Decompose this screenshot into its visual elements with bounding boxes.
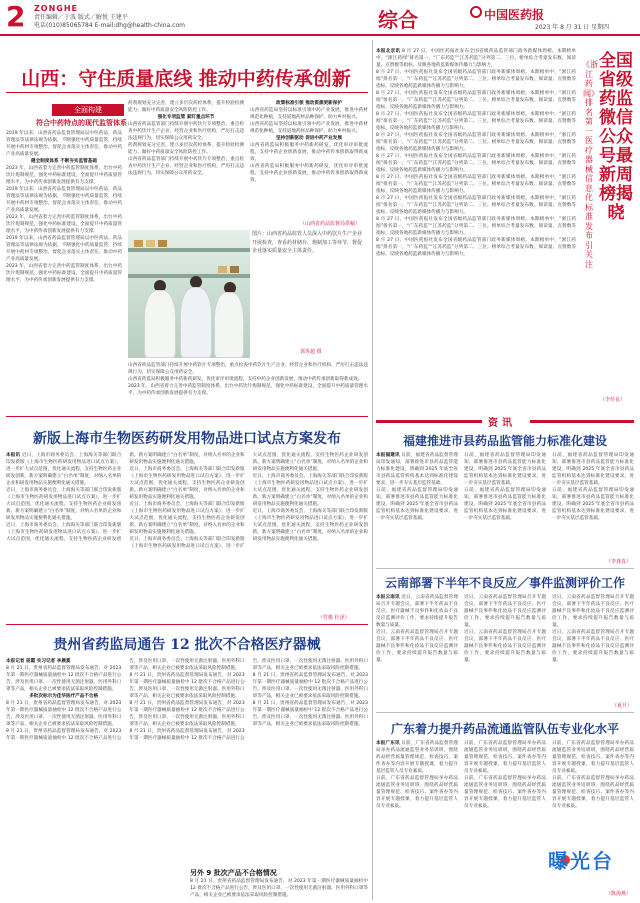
lead-source: （山西省药品监督局供稿） <box>300 221 361 227</box>
fujian-source: （李龚真） <box>606 559 632 565</box>
lead-column-2 <box>128 100 244 226</box>
section-divider <box>6 624 368 625</box>
brand-name: 中国医药报 <box>484 8 545 22</box>
lead-para: 山西省药监局积极服务中药新药研发，优化审评审批流程，支持中药企业创新发展，推动中药传承创新取得新成效。 <box>250 164 368 183</box>
lead-para: 山西省药监局坚持以标准引领中药产业发展，推进中药材规范化种植，支持道地药材品种保护，助力乡村振兴。 <box>250 122 368 134</box>
photo-caption: 图片：山西省药品监管人员深入中药饮片生产企业开展检查，查看药材储存、炮制加工等环节，督促企业落实质量安全主体责任。 <box>252 231 363 254</box>
article-para: 8 月 27 日，中国医药报社发布全国省级药品监管部门政务新媒体周榜。本期榜单中，“浙江药闻”排名第一，“广东药监”“江苏药监”分列第二、三位。榜单综合考量发布数、阅读量、点赞数等指标，反映各地药监新媒体传播力与影响力。 <box>376 112 576 131</box>
editors-line: 责任编辑／于波 版式／解悦 王建平 <box>34 14 128 21</box>
lead-photo <box>128 230 250 358</box>
article-para: 日前，福建省药品监督管理局印发通知，部署推进市县药品监管能力标准化建设，明确到 2025 年底全省市县药品监管机构基本达到标准化建设要求，进一步夯实基层监管基础。 <box>376 453 458 486</box>
article-para: 近日，云南省药品监督管理局召开专题会议，部署下半年药品不良反应、医疗器械不良事件和化妆品不良反应监测评价工作，要求持续提升报告数量与质量。 <box>464 595 546 628</box>
article-para: 日前，福建省药品监督管理局印发通知，部署推进市县药品监管能力标准化建设，明确到 2025 年底全省市县药品监管机构基本达到标准化建设要求，进一步夯实基层监管基础。 <box>552 453 634 486</box>
article-para: 近日，上海市商务委员会、上海海关等部门联合印发新版《上海市生物医药研发用物品进口试点方案》，进一步扩大试点范围，优化通关流程，支持生物医药企业研发创新。新方案明确建立“白名单”制度，对纳入名单的企业和研发用物品实施便利化通关措施。 <box>252 474 368 507</box>
right-lead-source: （李佳良） <box>600 397 626 403</box>
lead-para: 山西省药监局坚持以标准引领中药产业发展，推进中药材规范化种植，支持道地药材品种保护，助力乡村振兴。 <box>250 108 368 120</box>
article-para: 8 月 21 日，贵州省药品监督管理局发布通告，对 2023 年第一期医疗器械质量抽检中 12 批次不合格产品进行公告，涉及医用口罩、一次性使用无菌注射器、医用外科口罩等产品，相关企业已被要求依法采取风险控制措施。 <box>252 701 368 727</box>
lead-para: 山西省药品监管部门持续开展中药饮片专项整治，重点检查中药饮片生产企业、经营企业和医疗机构，严厉打击违法违规行为，切实保障公众用药安全。 <box>128 157 244 176</box>
photo-box <box>218 266 227 273</box>
shanghai-headline: 新版上海市生物医药研发用物品进口试点方案发布 <box>33 431 341 447</box>
article-para: 日前，福建省药品监督管理局印发通知，部署推进市县药品监管能力标准化建设，明确到 2025 年底全省市县药品监管机构基本达到标准化建设要求，进一步夯实基层监管基础。 <box>464 453 546 486</box>
photo-box <box>146 240 155 247</box>
article-para: 日前，广东省药品监督管理局举办药品流通监管业务培训班，围绕药品经营质量管理规范、检查技巧、案件查办等内容开展专题授课，着力提升基层监管人员专业素质。 <box>464 776 546 809</box>
section-en: ZONGHE <box>34 4 79 13</box>
article-para: 8 月 21 日，贵州省药品监督管理局发布通告，对 2023 年第一期医疗器械质量抽检中 12 批次不合格产品进行公告，涉及医用口罩、一次性使用无菌注射器、医用外科口罩等产品，相关企业已被要求依法采取风险控制措施。 <box>129 659 368 741</box>
article-para: 近日，上海市商务委员会、上海海关等部门联合印发新版《上海市生物医药研发用物品进口试点方案》，进一步扩大试点范围，优化通关流程，支持生物医药企业研发创新。新方案明确建立“白名单”制度，对纳入名单的企业和研发用物品实施便利化通关措施。 <box>129 502 245 535</box>
issue-date: 2023 年 8 月 31 日 星期四 <box>535 24 610 31</box>
photo-person <box>180 287 212 358</box>
photo-shelf <box>128 248 250 252</box>
lead-kicker-sub: 符合中药特点的现代监管体系 <box>36 119 127 127</box>
article-para: 日前，广东省药品监督管理局举办药品流通监管业务培训班，围绕药品经营质量管理规范、检查技巧、案件查办等内容开展专题授课，着力提升基层监管人员专业素质。 <box>552 741 634 774</box>
byline: 本报北京讯 <box>376 49 401 54</box>
article-para: 8 月 21 日，贵州省药品监督管理局发布通告，对 2023 年第一期医疗器械质量抽检中 12 批次不合格产品进行公告，涉及医用口罩、一次性使用无菌注射器、医用外科口罩等产品，相关企业已被要求依法采取风险控制措施。 <box>6 659 245 741</box>
byline: 本报记者 屈霞 实习记者 李晨夏 <box>6 659 71 664</box>
yunnan-text <box>376 594 634 706</box>
lead-para: 2023 年，山西省着力完善中药监管制度体系，出台中药饮片炮制规范，强化中药标准建设，全面提升中药质量管理水平，为中药传承创新发展提供有力支撑。 <box>6 215 122 234</box>
photo-person <box>144 290 176 358</box>
guangdong-text <box>376 740 634 844</box>
editors-info <box>34 14 185 30</box>
article-para: 近日，上海市商务委员会、上海海关等部门联合印发新版《上海市生物医药研发用物品进口试点方案》，进一步扩大试点范围，优化通关流程，支持生物医药企业研发创新。新方案明确建立“白名单”制度，对纳入名单的企业和研发用物品实施便利化通关措施。 <box>252 509 368 542</box>
right-vertical-subtitle: 《浙江药闻》排名第一 医疗器械信息化标准发布引关注 <box>582 60 598 269</box>
lead-column-bottom <box>128 362 368 410</box>
section-divider <box>376 568 634 569</box>
photo-person <box>214 292 244 358</box>
lead-para: 药剂规划充分完善，建立多层次药检体系，提升检验检测能力，做好中药质量安全风险防控工作。 <box>128 101 244 113</box>
page-number: 2 <box>6 0 26 33</box>
guizhou-text-tail <box>190 878 368 900</box>
brand-logo-icon <box>470 6 482 18</box>
guizhou-subhead-2: 另外 9 批次产品不合格情况 <box>190 869 277 877</box>
article-para: 8 月 27 日，中国医药报社发布全国省级药品监管部门政务新媒体周榜。本期榜单中，“浙江药闻”排名第一，“广东药监”“江苏药监”分列第二、三位。榜单综合考量发布数、阅读量、点赞数等指标，反映各地药监新媒体传播力与影响力。 <box>376 70 576 89</box>
lead-para: 山西省药监局积极服务中药新药研发，优化审评审批流程，支持中药企业创新发展，推动中药传承创新取得新成效。 <box>128 377 363 382</box>
article-para: 8 月 27 日，中国医药报社发布全国省级药品监管部门政务新媒体周榜。本期榜单中，“浙江药闻”排名第一，“广东药监”“江苏药监”分列第二、三位。榜单综合考量发布数、阅读量、点赞数等指标，反映各地药监新媒体传播力与影响力。 <box>376 238 576 257</box>
guizhou-subhead-1: 多批次标示为佳华医疗产品不合格 <box>29 694 99 699</box>
article-para: 8 月 21 日，贵州省药品监督管理局发布通告，对 2023 年第一期医疗器械质量抽检中 12 批次不合格产品进行公告，涉及医用口罩、一次性使用无菌注射器、医用外科口罩等产品，相关企业已被要求依法采取风险控制措施。 <box>129 701 245 727</box>
lead-para: 2023 年，山西省着力完善中药监管制度体系，出台中药饮片炮制规范，强化中药标准建设，全面提升中药质量管理水平，为中药传承创新发展提供有力支撑。 <box>6 166 122 185</box>
fujian-headline: 福建推进市县药品监管能力标准化建设 <box>402 434 607 448</box>
shanghai-source: （竹梭 杜泽） <box>318 615 350 621</box>
right-vertical-title: 全国省级药监微信公众号最新周榜揭晓 <box>599 51 633 223</box>
byline: 本报云南讯 <box>376 595 400 600</box>
column-divider <box>372 40 373 900</box>
article-para: 日前，福建省药品监督管理局印发通知，部署推进市县药品监管能力标准化建设，明确到 2025 年底全省市县药品监管机构基本达到标准化建设要求，进一步夯实基层监管基础。 <box>552 488 634 521</box>
lead-kicker-tag: 全面构建 <box>52 104 124 116</box>
section-title: 综合 <box>378 8 418 32</box>
lead-para: 2019 年以来，山西省药品监督管理局以中医药法、药品管理法等法律法规为依据，不断强化中药质量监管，持续开展中药材专项整治，督促企业落实主体责任，推动中药产业高质量发展。 <box>6 131 122 157</box>
lead-headline: 山西：守住质量底线 推动中药传承创新 <box>21 68 351 90</box>
lead-para: 山西省药监局积极服务中药新药研发，优化审评审批流程，支持中药企业创新发展，推动中药传承创新取得新成效。 <box>250 143 368 162</box>
photo-box <box>230 266 239 273</box>
article-para: 近日，云南省药品监督管理局召开专题会议，部署下半年药品不良反应、医疗器械不良事件和化妆品不良反应监测评价工作，要求持续提升报告数量与质量。 <box>552 630 634 663</box>
photo-box <box>134 240 143 247</box>
article-para: 近日，上海市商务委员会、上海海关等部门联合印发新版《上海市生物医药研发用物品进口试点方案》，进一步扩大试点范围，优化通关流程，支持生物医药企业研发创新。新方案明确建立“白名单”制度，对纳入名单的企业和研发用物品实施便利化通关措施。 <box>129 453 368 549</box>
article-para: 8 月 27 日，中国医药报社发布全国省级药品监管部门政务新媒体周榜。本期榜单中，“浙江药闻”排名第一，“广东药监”“江苏药监”分列第二、三位。榜单综合考量发布数、阅读量、点赞数等指标，反映各地药监新媒体传播力与影响力。 <box>376 154 576 173</box>
article-para: 日前，广东省药品监督管理局举办药品流通监管业务培训班，围绕药品经营质量管理规范、检查技巧、案件查办等内容开展专题授课，着力提升基层监管人员专业素质。 <box>552 776 634 809</box>
lead-column-1 <box>6 130 122 410</box>
article-para: 8 月 27 日，中国医药报社发布全国省级药品监管部门政务新媒体周榜。本期榜单中，“浙江药闻”排名第一，“广东药监”“江苏药监”分列第二、三位。榜单综合考量发布数、阅读量、点赞数等指标，反映各地药监新媒体传播力与影响力。 <box>376 133 576 152</box>
byline: 本报广东讯 <box>376 741 400 746</box>
article-para: 近日，上海市商务委员会、上海海关等部门联合印发新版《上海市生物医药研发用物品进口试点方案》，进一步扩大试点范围，优化通关流程，支持生物医药企业研发创新。新方案明确建立“白名单”制度，对纳入名单的企业和研发用物品实施便利化通关措施。 <box>129 467 245 500</box>
photo-credit: 郭英超 摄 <box>300 349 322 355</box>
lead-para: 2019 年以来，山西省药品监督管理局以中医药法、药品管理法等法律法规为依据，不断强化中药质量监管，持续开展中药材专项整治，督促企业落实主体责任，推动中药产业高质量发展。 <box>6 187 122 213</box>
article-para: 近日，云南省药品监督管理局召开专题会议，部署下半年药品不良反应、医疗器械不良事件和化妆品不良反应监测评价工作，要求持续提升报告数量与质量。 <box>552 595 634 628</box>
article-para: 日前，福建省药品监督管理局印发通知，部署推进市县药品监管能力标准化建设，明确到 2025 年底全省市县药品监管机构基本达到标准化建设要求，进一步夯实基层监管基础。 <box>464 488 546 521</box>
guizhou-text <box>6 658 368 866</box>
byline: 本报福建讯 <box>376 453 400 458</box>
article-para: 日前，广东省药品监督管理局举办药品流通监管业务培训班，围绕药品经营质量管理规范、检查技巧、案件查办等内容开展专题授课，着力提升基层监管人员专业素质。 <box>376 741 458 774</box>
article-para: 8 月 27 日，中国医药报社发布全国省级药品监管部门政务新媒体周榜。本期榜单中，“浙江药闻”排名第一，“广东药监”“江苏药监”分列第二、三位。榜单综合考量发布数、阅读量、点赞数等指标，反映各地药监新媒体传播力与影响力。 <box>376 91 576 110</box>
article-para: 近日，上海市商务委员会、上海海关等部门联合印发新版《上海市生物医药研发用物品进口试点方案》，进一步扩大试点范围，优化通关流程，支持生物医药企业研发创新。新方案明确建立“白名单”制度，对纳入名单的企业和研发用物品实施便利化通关措施。 <box>6 488 122 521</box>
photo-box <box>158 240 167 247</box>
shanghai-text <box>6 452 368 620</box>
article-para: 8 月 27 日，中国医药报社发布全国省级药品监管部门政务新媒体周榜。本期榜单中，“浙江药闻”排名第一，“广东药监”“江苏药监”分列第二、三位。榜单综合考量发布数、阅读量、点赞数等指标，反映各地药监新媒体传播力与影响力。 <box>376 175 576 194</box>
fujian-text <box>376 452 634 560</box>
lead-column-3 <box>250 100 368 226</box>
lead-subhead: 政策标准引领 推动资源更新保护 <box>276 101 342 106</box>
article-para: 日前，福建省药品监督管理局印发通知，部署推进市县药品监管能力标准化建设，明确到 2025 年底全省市县药品监管机构基本达到标准化建设要求，进一步夯实基层监管基础。 <box>376 488 458 521</box>
yunnan-headline: 云南部署下半年不良反应／事件监测评价工作 <box>384 576 625 590</box>
page-header <box>0 0 640 36</box>
article-para: 近日，云南省药品监督管理局召开专题会议，部署下半年药品不良反应、医疗器械不良事件和化妆品不良反应监测评价工作，要求持续提升报告数量与质量。 <box>464 630 546 663</box>
article-para: 8 月 27 日，中国医药报社发布全国省级药品监管部门政务新媒体周榜。本期榜单中，“浙江药闻”排名第一，“广东药监”“江苏药监”分列第二、三位。榜单综合考量发布数、阅读量、点赞数等指标，反映各地药监新媒体传播力与影响力。 <box>376 196 576 215</box>
article-para: 近日，上海市商务委员会、上海海关等部门联合印发新版《上海市生物医药研发用物品进口试点方案》，进一步扩大试点范围，优化通关流程，支持生物医药企业研发创新。新方案明确建立“白名单”制度，对纳入名单的企业和研发用物品实施便利化通关措施。 <box>6 453 122 486</box>
article-para: 8 月 21 日，贵州省药品监督管理局发布通告，对 2023 年第一期医疗器械质量抽检中 12 批次不合格产品进行公告，涉及医用口罩、一次性使用无菌注射器、医用外科口罩等产品，相关企业已被要求依法采取风险控制措施。 <box>6 666 122 692</box>
article-para: 日前，广东省药品监督管理局举办药品流通监管业务培训班，围绕药品经营质量管理规范、检查技巧、案件查办等内容开展专题授课，着力提升基层监管人员专业素质。 <box>376 776 458 809</box>
article-para: 8 月 21 日，贵州省药品监督管理局发布通告，对 2023 年第一期医疗器械质量抽检中 12 批次不合格产品进行公告，涉及医用口罩、一次性使用无菌注射器、医用外科口罩等产品，相关企业已被要求依法采取风险控制措施。 <box>190 879 368 898</box>
lead-para: 山西省药品监管部门持续开展中药饮片专项整治，重点检查中药饮片生产企业、经营企业和医疗机构，严厉打击违法违规行为，切实保障公众用药安全。 <box>128 122 244 141</box>
guizhou-headline: 贵州省药监局通告 12 批次不合格医疗器械 <box>53 637 321 653</box>
article-para: 8 月 21 日，贵州省药品监督管理局发布通告，对 2023 年第一期医疗器械质量抽检中 12 批次不合格产品进行公告，涉及医用口罩、一次性使用无菌注射器、医用外科口罩等产品，相关企业已被要求依法采取风险控制措施。 <box>6 701 122 727</box>
lead-para: 2019 年以来，山西省药品监督管理局以中医药法、药品管理法等法律法规为依据，不断强化中药质量监管，持续开展中药材专项整治，督促企业落实主体责任，推动中药产业高质量发展。 <box>6 236 122 262</box>
article-para: 近日，云南省药品监督管理局召开专题会议，部署下半年药品不良反应、医疗器械不良事件和化妆品不良反应监测评价工作，要求持续提升报告数量与质量。 <box>376 595 458 628</box>
article-para: 日前，广东省药品监督管理局举办药品流通监管业务培训班，围绕药品经营质量管理规范、检查技巧、案件查办等内容开展专题授课，着力提升基层监管人员专业素质。 <box>464 741 546 774</box>
zixun-bar <box>530 420 634 423</box>
lead-para: 药剂规划充分完善，建立多层次药检体系，提升检验检测能力，做好中药质量安全风险防控工作。 <box>128 143 244 155</box>
yunnan-source: （夏旦） <box>612 703 633 709</box>
lead-para: 2023 年，山西省着力完善中药监管制度体系，出台中药饮片炮制规范，强化中药标准建设，全面提升中药质量管理水平，为中药传承创新发展提供有力支撑。 <box>128 384 368 396</box>
lead-para: 山西省药品监管部门持续开展中药饮片专项整治，重点检查中药饮片生产企业、经营企业和医疗机构，严厉打击违法违规行为，切实保障公众用药安全。 <box>128 363 368 375</box>
section-divider <box>376 712 634 713</box>
lead-subhead: 强化专项监管 紧盯重点环节 <box>157 115 215 120</box>
article-para: 8 月 27 日，中国医药报社发布全国省级药品监管部门政务新媒体周榜。本期榜单中，“浙江药闻”排名第一，“广东药监”“江苏药监”分列第二、三位。榜单综合考量发布数、阅读量、点赞数等指标，反映各地药监新媒体传播力与影响力。 <box>376 217 576 236</box>
contact-line: 电话(010)85065784 E-mail:dhg@health-china.com <box>34 22 185 29</box>
article-para: 近日，上海市商务委员会、上海海关等部门联合印发新版《上海市生物医药研发用物品进口试点方案》，进一步扩大试点范围，优化通关流程，支持生物医药企业研发创新。新方案明确建立“白名单”制度，对纳入名单的企业和研发用物品实施便利化通关措施。 <box>6 453 245 542</box>
byline: 本报讯 <box>6 453 21 458</box>
zixun-bar <box>376 420 482 423</box>
badge-text: 曝光台 <box>548 849 614 873</box>
article-para: 8 月 21 日，贵州省药品监督管理局发布通告，对 2023 年第一期医疗器械质量抽检中 12 批次不合格产品进行公告，涉及医用口罩、一次性使用无菌注射器、医用外科口罩等产品，相关企业已被要求依法采取风险控制措施。 <box>252 673 368 699</box>
lead-para: 2023 年，山西省着力完善中药监管制度体系，出台中药饮片炮制规范，强化中药标准建设，全面提升中药质量管理水平，为中药传承创新发展提供有力支撑。 <box>6 264 122 283</box>
guangdong-source: （陈海燕） <box>606 891 632 897</box>
article-para: 近日，云南省药品监督管理局召开专题会议，部署下半年药品不良反应、医疗器械不良事件和化妆品不良反应监测评价工作，要求持续提升报告数量与质量。 <box>376 630 458 663</box>
photo-shelf <box>128 274 250 278</box>
lead-subhead: 坚持创新驱动 促进中药产业发展 <box>276 136 342 141</box>
lead-subhead: 健全制度体系 不断夯实监管基础 <box>31 159 97 164</box>
zixun-label: 资讯 <box>488 418 516 429</box>
section-divider <box>6 416 368 417</box>
article-para: 8 月 21 日，贵州省药品监督管理局发布通告，对 2023 年第一期医疗器械质量抽检中 12 批次不合格产品进行公告，涉及医用口罩、一次性使用无菌注射器、医用外科口罩等产品，相关企业已被要求依法采取风险控制措施。 <box>129 673 245 699</box>
article-para: 8 月 27 日，中国医药报社发布全国省级药品监管部门政务新媒体周榜。本期榜单中，“浙江药闻”排名第一，“广东药监”“江苏药监”分列第二、三位。榜单综合考量发布数、阅读量、点赞数等指标，反映各地药监新媒体传播力与影响力。 <box>376 49 576 68</box>
right-lead-text <box>376 48 576 408</box>
exposure-badge <box>548 845 634 873</box>
guangdong-headline: 广东着力提升药品流通监管队伍专业化水平 <box>390 722 619 736</box>
headline-rule <box>6 92 368 93</box>
